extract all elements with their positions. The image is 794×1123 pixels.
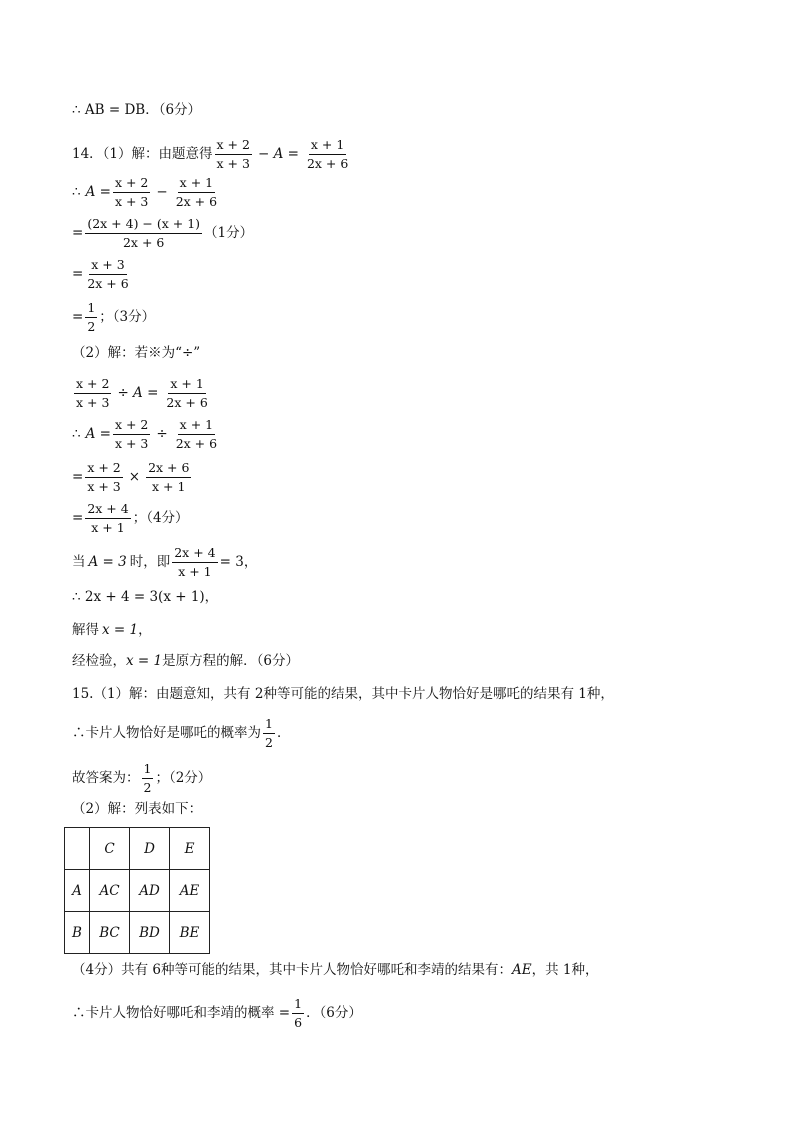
q15-line6: ∴卡片人物恰好哪吒和李靖的概率 = $\frac{1}{6}$ ．（6分） [72,996,362,1031]
table-row [65,870,210,912]
q14-solution-line: 解得 x = 1 ， [72,622,152,638]
table-row [65,828,210,870]
q15-line4: （2）解：列表如下： [72,801,203,817]
table-cell: AD [130,870,170,912]
q15-line2: ∴卡片人物恰好是哪吒的概率为 $\frac{1}{2}$ ． [72,716,291,751]
q14-part2-step3: = $\frac{2x + 4}{x + 1}$ ；（4分） [72,501,189,536]
outcome-table [64,827,210,954]
table-cell: B [65,912,90,954]
table-row [65,912,210,954]
q14-part2-header: （2）解：若※为“÷” [72,345,201,361]
q14-step2: = $\frac{(2x + 4) - (x + 1)}{2x + 6}$ （1分） [72,216,254,251]
q14-check-line: 经检验， x = 1 是原方程的解．（6分） [72,653,299,669]
q14-part2-step2: = $\frac{x + 2}{x + 3}$ × $\frac{2x + 6}{x + 1}$ [72,460,190,495]
table-cell: BE [170,912,210,954]
q15-line1: 15.（1）解：由题意知，共有 2种等可能的结果，其中卡片人物恰好是哪吒的结果有 1种， [72,686,614,702]
table-cell: E [170,828,210,870]
q14-when-line: 当 A = 3 时，即 $\frac{2x + 4}{x + 1}$ = 3， [72,545,258,580]
q14-step4: = $\frac{1}{2}$ ；（3分） [72,300,156,335]
table-cell: A [65,870,90,912]
q14-header-line: 14．（1）解：由题意得 $\frac{x + 2}{x + 3}$ − A = $\frac{x + 1}{2x + 6}$ [72,137,349,172]
q14-solve-line: ∴ 2x + 4 = 3(x + 1)， [72,589,219,605]
table-cell: BD [130,912,170,954]
table-cell: AC [90,870,130,912]
q15-line3: 故答案为： $\frac{1}{2}$ ；（2分） [72,761,212,796]
q14-step1: ∴ A = $\frac{x + 2}{x + 3}$ − $\frac{x + 1}{2x + 6}$ [72,175,218,210]
q14-part2-step1: ∴ A = $\frac{x + 2}{x + 3}$ ÷ $\frac{x + 1}{2x + 6}$ [72,417,218,452]
table-cell: AE [170,870,210,912]
table-cell: C [90,828,130,870]
table-cell [65,828,90,870]
q15-line5: （4分）共有 6种等可能的结果，其中卡片人物恰好哪吒和李靖的结果有： AE ，共 1种， [72,962,599,978]
table-cell: BC [90,912,130,954]
fraction: $\frac{x + 2}{x + 3}$ [216,137,250,172]
line-ab-db: ∴ AB = DB．（6分） [72,102,202,118]
q14-step3: = $\frac{x + 3}{2x + 6}$ [72,257,129,292]
table-cell: D [130,828,170,870]
fraction: $\frac{x + 1}{2x + 6}$ [306,137,349,172]
q14-part2-eq: $\frac{x + 2}{x + 3}$ ÷ A = $\frac{x + 1}{2x + 6}$ [76,376,208,411]
